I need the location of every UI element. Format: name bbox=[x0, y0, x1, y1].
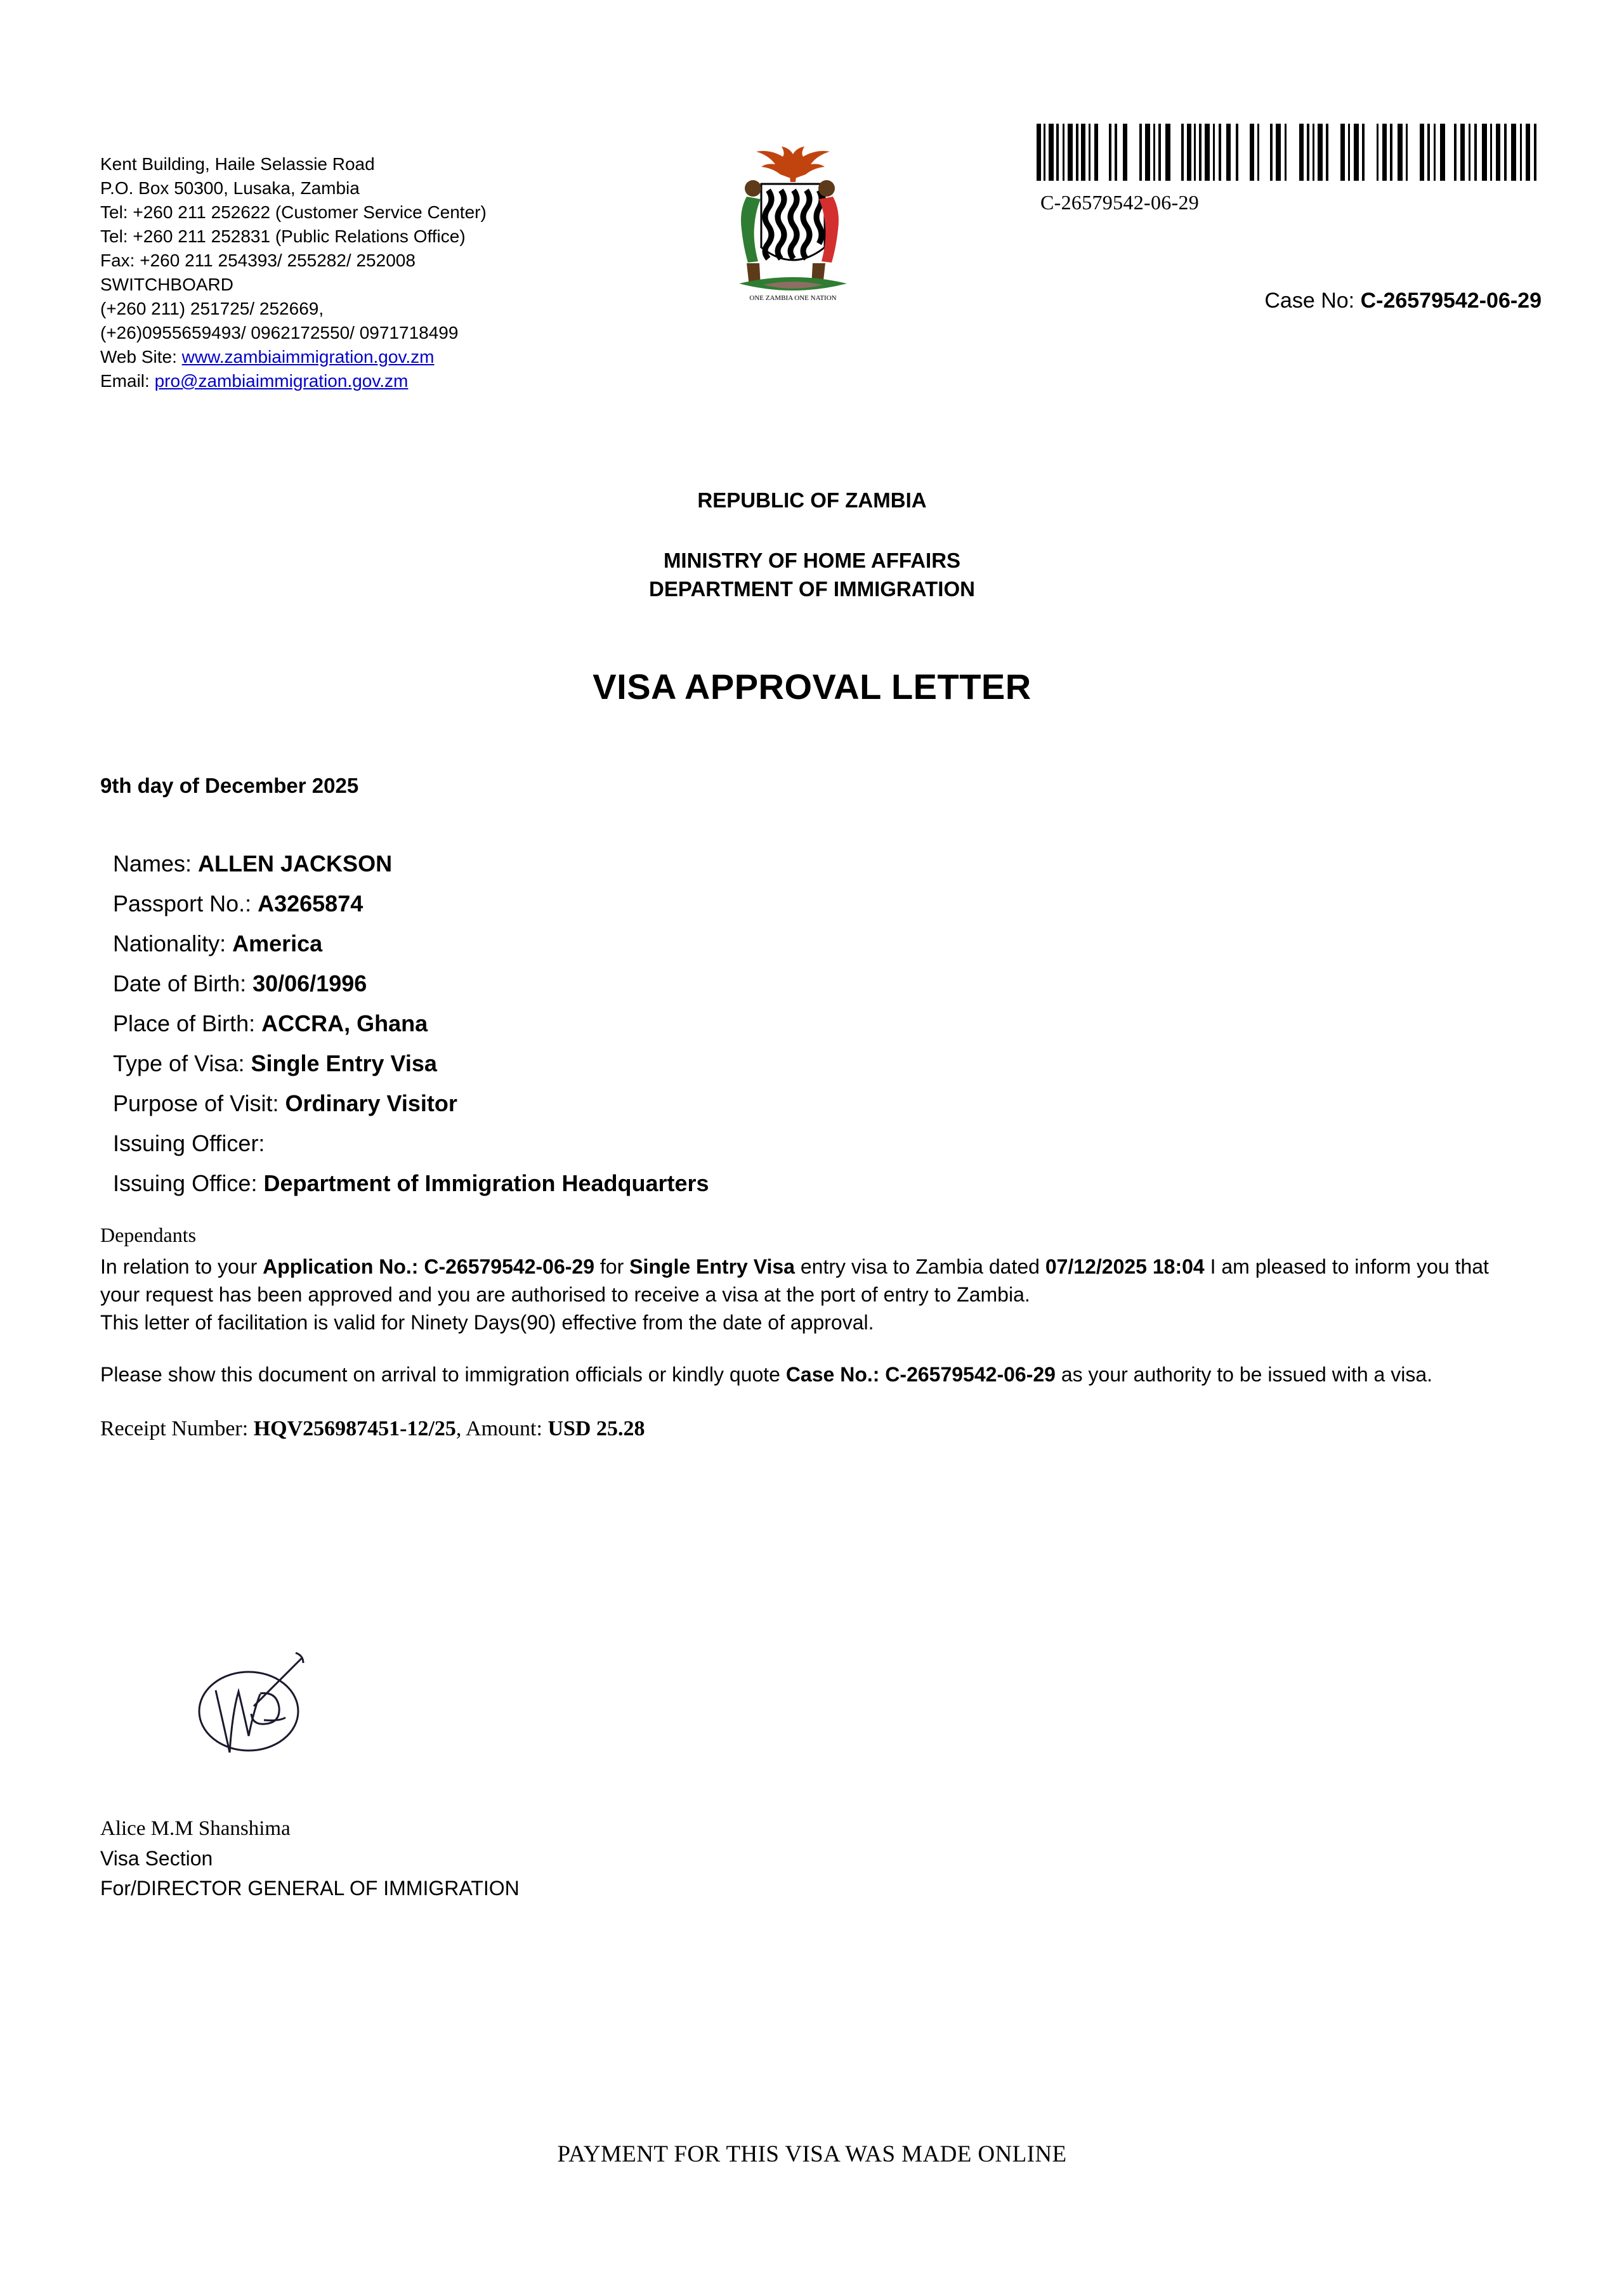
address-line: (+26)0955659493/ 0962172550/ 0971718499 bbox=[100, 323, 459, 342]
field-issuing-officer bbox=[113, 1123, 1318, 1163]
barcode-block bbox=[1034, 124, 1542, 214]
field-label: Date of Birth: bbox=[113, 970, 253, 996]
signatory-title: For/DIRECTOR GENERAL OF IMMIGRATION bbox=[100, 1877, 520, 1900]
letterhead bbox=[0, 0, 1624, 391]
field-place-of-birth bbox=[113, 1003, 1318, 1043]
field-issuing-office bbox=[113, 1163, 1318, 1203]
receipt-label: Receipt Number: bbox=[100, 1417, 254, 1440]
website-link[interactable]: www.zambiaimmigration.gov.zm bbox=[181, 347, 435, 367]
letter-date: 9th day of December 2025 bbox=[100, 774, 359, 797]
p1-part-a: In relation to your bbox=[100, 1255, 263, 1278]
field-value: A3265874 bbox=[258, 890, 363, 916]
field-label: Type of Visa: bbox=[113, 1050, 251, 1076]
receipt-number: HQV256987451-12/25 bbox=[253, 1417, 456, 1440]
field-label: Issuing Officer: bbox=[113, 1130, 265, 1156]
address-line: (+260 211) 251725/ 252669, bbox=[100, 299, 324, 318]
field-label: Passport No.: bbox=[113, 890, 258, 916]
receipt-line bbox=[100, 1415, 1524, 1443]
amount-value: USD 25.28 bbox=[547, 1417, 645, 1440]
applicant-details bbox=[113, 844, 1318, 1203]
case-number-inline: Case No.: C-26579542-06-29 bbox=[785, 1363, 1056, 1386]
field-value: Single Entry Visa bbox=[251, 1050, 437, 1076]
field-value: ACCRA bbox=[261, 1010, 344, 1036]
field-label: Names: bbox=[113, 851, 199, 877]
page-title: VISA APPROVAL LETTER bbox=[593, 667, 1031, 707]
field-value: America bbox=[232, 930, 323, 956]
p1-part-d: I am pleased to inform you that your request has been approved and you are authorised to receive a visa at the port of entry to Zambia. bbox=[100, 1255, 1489, 1306]
address-line: Fax: +260 211 254393/ 255282/ 252008 SWITCHBOARD bbox=[100, 251, 421, 294]
field-value: Department of Immigration Headquarters bbox=[263, 1170, 709, 1196]
paragraph-approval bbox=[100, 1253, 1524, 1308]
title-republic: REPUBLIC OF ZAMBIA bbox=[697, 488, 927, 512]
p1-part-c: entry visa to Zambia dated bbox=[794, 1255, 1045, 1278]
field-nationality bbox=[113, 923, 1318, 963]
email-line bbox=[100, 369, 544, 393]
paragraph-validity: This letter of facilitation is valid for Ninety Days(90) effective from the date of approval. bbox=[100, 1311, 874, 1334]
p1-part-b: for bbox=[594, 1255, 630, 1278]
field-date-of-birth bbox=[113, 963, 1318, 1003]
letter-body bbox=[100, 1221, 1524, 1443]
signatory-section: Visa Section bbox=[100, 1847, 213, 1870]
field-label: Place of Birth: bbox=[113, 1010, 262, 1036]
address-line: Kent Building, Haile Selassie Road bbox=[100, 154, 375, 174]
website-line bbox=[100, 345, 544, 369]
application-number: Application No.: C-26579542-06-29 bbox=[263, 1255, 594, 1278]
signatory-block bbox=[100, 1814, 520, 1903]
field-names bbox=[113, 844, 1318, 884]
field-label: Issuing Office: bbox=[113, 1170, 264, 1196]
field-value: 30/06/1996 bbox=[252, 970, 367, 996]
address-line: Tel: +260 211 252831 (Public Relations Office) bbox=[100, 226, 466, 246]
case-number-value: C-26579542-06-29 bbox=[1360, 289, 1542, 313]
field-purpose-of-visit bbox=[113, 1083, 1318, 1123]
field-label: Nationality: bbox=[113, 930, 233, 956]
svg-text:ONE ZAMBIA ONE NATION: ONE ZAMBIA ONE NATION bbox=[749, 294, 837, 302]
application-datetime: 07/12/2025 18:04 bbox=[1045, 1255, 1205, 1278]
footer-note: PAYMENT FOR THIS VISA WAS MADE ONLINE bbox=[557, 2141, 1067, 2167]
barcode-value: C-26579542-06-29 bbox=[1040, 191, 1200, 214]
office-address-block bbox=[100, 152, 544, 393]
field-type-of-visa bbox=[113, 1043, 1318, 1083]
title-department: DEPARTMENT OF IMMIGRATION bbox=[649, 577, 975, 601]
case-number bbox=[1034, 289, 1542, 313]
field-passport-no bbox=[113, 884, 1318, 923]
title-ministry: MINISTRY OF HOME AFFAIRS bbox=[663, 549, 961, 572]
signature-image bbox=[178, 1630, 336, 1776]
paragraph-instruction bbox=[100, 1360, 1524, 1388]
field-value: ALLEN JACKSON bbox=[198, 851, 393, 877]
p3-part-b: as your authority to be issued with a visa. bbox=[1055, 1363, 1433, 1386]
address-line: P.O. Box 50300, Lusaka, Zambia bbox=[100, 178, 360, 198]
field-label: Purpose of Visit: bbox=[113, 1090, 285, 1116]
zambia-coat-of-arms bbox=[701, 136, 885, 320]
address-line: Tel: +260 211 252622 (Customer Service Center) bbox=[100, 202, 487, 222]
barcode-icon bbox=[1034, 124, 1542, 181]
dependants-label: Dependants bbox=[100, 1223, 197, 1246]
amount-label: , Amount: bbox=[455, 1417, 548, 1440]
field-value: Ordinary Visitor bbox=[285, 1090, 457, 1116]
case-number-label: Case No: bbox=[1264, 289, 1361, 313]
field-value-country: , Ghana bbox=[344, 1010, 428, 1036]
signatory-name: Alice M.M Shanshima bbox=[100, 1817, 291, 1840]
visa-type-inline: Single Entry Visa bbox=[629, 1255, 795, 1278]
email-label: Email: bbox=[100, 371, 155, 391]
website-label: Web Site: bbox=[100, 347, 182, 367]
email-link[interactable]: pro@zambiaimmigration.gov.zm bbox=[154, 371, 409, 391]
p3-part-a: Please show this document on arrival to immigration officials or kindly quote bbox=[100, 1363, 786, 1386]
